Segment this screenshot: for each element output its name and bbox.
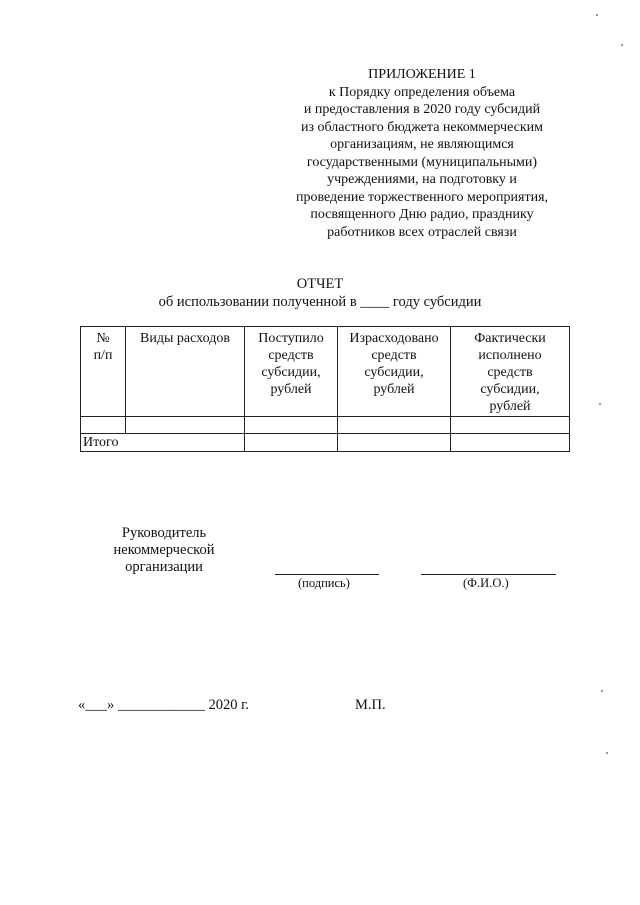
appendix-heading: ПРИЛОЖЕНИЕ 1 <box>368 67 476 82</box>
table-cell <box>451 417 570 434</box>
report-subtitle: об использовании полученной в ____ году субсидии <box>158 294 482 310</box>
header-text: субсидии, <box>480 382 540 397</box>
table-cell <box>245 417 338 434</box>
header-text: п/п <box>93 348 113 363</box>
header-text: Фактически <box>474 331 546 346</box>
header-spent <box>338 327 451 417</box>
stamp-placeholder: М.П. <box>355 697 386 713</box>
header-expense-types <box>126 327 245 417</box>
header-text: средств <box>371 348 417 363</box>
appendix-line: из областного бюджета некоммерческим <box>301 119 543 135</box>
total-label: Итого <box>81 434 245 452</box>
scan-speck <box>596 14 598 16</box>
name-caption: (Ф.И.О.) <box>463 576 509 590</box>
signer-line: некоммерческой <box>113 542 215 558</box>
appendix-line: организациям, не являющимся <box>330 137 514 152</box>
appendix-block <box>272 66 572 241</box>
table-cell <box>81 417 126 434</box>
appendix-line: к Порядку определения объема <box>328 84 516 100</box>
header-text: Виды расходов <box>140 331 230 346</box>
header-text: рублей <box>270 382 312 397</box>
table-cell <box>451 434 570 452</box>
name-line <box>421 574 556 575</box>
appendix-line: учреждениями, на подготовку и <box>327 172 517 187</box>
table-row <box>81 417 570 434</box>
signature-caption: (подпись) <box>298 576 350 590</box>
header-number <box>81 327 126 417</box>
header-text: субсидии, <box>261 365 321 380</box>
header-text: субсидии, <box>364 365 424 380</box>
scan-speck <box>621 44 623 46</box>
header-text: рублей <box>489 399 531 414</box>
scan-speck <box>606 752 608 754</box>
appendix-line: работников всех отраслей связи <box>327 224 517 240</box>
header-text: исполнено <box>478 348 542 363</box>
date-field: «___» ____________ 2020 г. <box>78 697 250 713</box>
signer-line: Руководитель <box>121 525 207 541</box>
signer-title <box>104 525 224 576</box>
header-received <box>245 327 338 417</box>
report-title: ОТЧЕТ <box>296 276 344 292</box>
header-text: Поступило <box>258 331 324 346</box>
appendix-line: и предоставления в 2020 году субсидий <box>303 102 541 117</box>
scan-speck <box>599 403 601 405</box>
table-cell <box>245 434 338 452</box>
header-text: средств <box>487 365 533 380</box>
signature-line <box>275 574 379 575</box>
table-header-row <box>81 327 570 417</box>
appendix-line: посвященного Дню радио, празднику <box>310 207 534 222</box>
appendix-line: государственными (муниципальными) <box>306 154 538 170</box>
table-cell <box>126 417 245 434</box>
header-text: рублей <box>373 382 415 397</box>
header-actual <box>451 327 570 417</box>
scan-speck <box>601 690 603 692</box>
table-cell <box>338 434 451 452</box>
header-text: средств <box>268 348 314 363</box>
header-text: № <box>96 331 110 346</box>
report-table <box>80 326 570 452</box>
signer-line: организации <box>125 559 203 575</box>
table-cell <box>338 417 451 434</box>
appendix-line: проведение торжественного мероприятия, <box>295 189 549 205</box>
header-text: Израсходовано <box>349 331 439 346</box>
total-row <box>81 434 570 452</box>
